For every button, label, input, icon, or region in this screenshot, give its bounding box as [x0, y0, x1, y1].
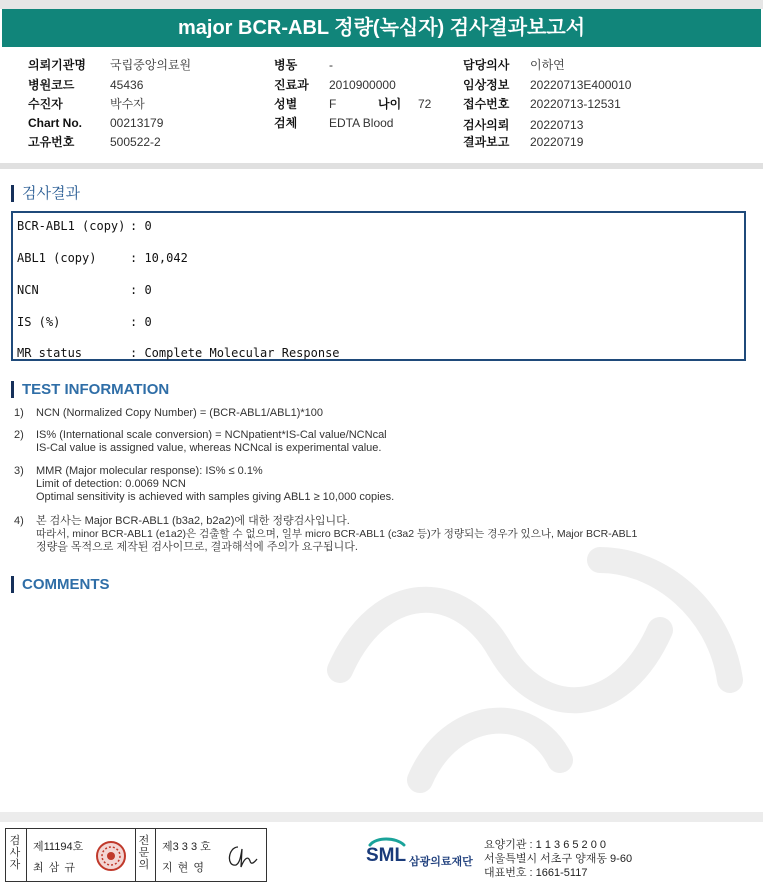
- examiner-license: 제11194호: [33, 841, 84, 853]
- info-clinical: 임상정보 20220713E400010: [463, 78, 632, 92]
- specialist-license: 제3 3 3 호: [162, 841, 211, 853]
- info-receipt-no: 접수번호 20220713-12531: [463, 97, 621, 111]
- comments-heading: COMMENTS: [11, 576, 110, 593]
- sml-logo-subtitle: 삼광의료재단: [409, 856, 473, 868]
- sml-logo-text: SML: [366, 845, 407, 866]
- institution-code: 요양기관 : 1 1 3 6 5 2 0 0: [484, 839, 607, 851]
- info-ward: 병동 -: [274, 58, 333, 72]
- info-chart-no: Chart No. 00213179: [28, 116, 164, 130]
- specialist-label: 전 문 의: [138, 835, 150, 871]
- info-hospital-code: 병원코드 45436: [28, 78, 144, 92]
- info-department: 진료과 2010900000: [274, 78, 396, 92]
- info-age: 나이 72: [378, 97, 432, 111]
- specialist-name: 지 현 영: [162, 862, 205, 874]
- examiner-label: 검 사 자: [9, 835, 21, 871]
- patient-info: [0, 52, 763, 162]
- result-row-ncn: NCN : 0: [17, 283, 152, 297]
- report-title: major BCR-ABL 정량(녹십자) 검사결과보고서: [2, 9, 761, 47]
- result-row-bcr-abl1: BCR-ABL1 (copy) : 0: [17, 219, 152, 233]
- info-request-date: 검사의뢰 20220713: [463, 118, 584, 132]
- examiner-name: 최 삼 규: [33, 862, 76, 874]
- info-institution: 의뢰기관명 국립중앙의료원: [28, 58, 192, 72]
- specialist-signature-icon: [224, 841, 262, 871]
- institution-address: 서울특별시 서초구 양재동 9-60: [484, 853, 633, 865]
- result-row-abl1: ABL1 (copy) : 10,042: [17, 251, 188, 265]
- signature-box: [5, 828, 267, 882]
- info-specimen: 검체 EDTA Blood: [274, 116, 394, 130]
- info-sex: 성별 F: [274, 97, 337, 111]
- header-divider: [0, 163, 763, 169]
- info-doctor: 담당의사 이하연: [463, 58, 565, 72]
- footer-divider: [0, 812, 763, 822]
- institution-phone: 대표번호 : 1661-5117: [484, 867, 588, 879]
- result-row-is: IS (%) : 0: [17, 315, 152, 329]
- info-patient: 수진자 박수자: [28, 97, 145, 111]
- results-heading: 검사결과: [11, 185, 80, 202]
- test-info-heading: TEST INFORMATION: [11, 381, 169, 398]
- top-strip: [0, 0, 763, 9]
- examiner-seal-icon: [94, 840, 128, 872]
- info-report-date: 결과보고 20220719: [463, 135, 584, 149]
- watermark-logo: [300, 520, 763, 820]
- info-unique-no: 고유번호 500522-2: [28, 135, 161, 149]
- results-box: [11, 211, 746, 361]
- result-row-mr-status: MR status : Complete Molecular Response: [17, 346, 340, 360]
